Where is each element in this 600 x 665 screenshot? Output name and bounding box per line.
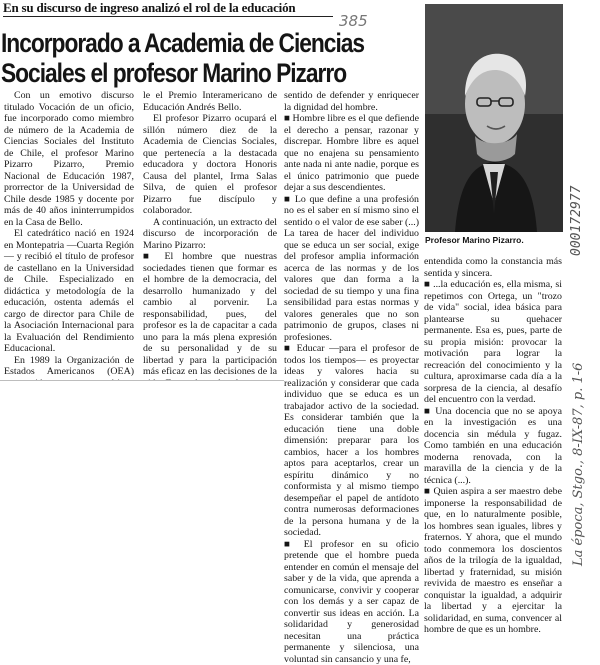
article-column-2 (143, 90, 277, 380)
article-column-1 (4, 90, 134, 380)
portrait-illustration (425, 4, 563, 232)
paragraph: ■ Educar —para el profesor de todos los tiempos— es proyectar ideas y valores hacia su realización y considerar que cada individuo que se educa es un trabajador activo de la sociedad. Es considerar también que la educación tiene una doble dimensión: preparar para los cambios, hacer a los hombres aptos para aceptarlos, crear un espíritu dinámico y no conformista y al mismo tiempo desempeñar el papel de antídoto contra numerosas deformaciones de la persona humana y de la sociedad. (284, 343, 419, 539)
handwritten-source-note: La época, Stgo., 8-IX-87, p. 1-6 (571, 296, 586, 566)
headline-line-1: Incorporado a Academia de Ciencias (1, 28, 362, 58)
paragraph: sentido de defender y enriquecer la dignidad del hombre. (284, 90, 419, 113)
clipping-torn-area (0, 380, 284, 581)
paragraph: ■ El profesor en su oficio pretende que el hombre pueda entender en común el mensaje del saber y de la vida, que aprenda a comunicarse, convivir y cooperar con los demás y a ser capaz de convertir sus ideas en acción. La solidaridad y generosidad necesitan una práctica permanente y silenciosa, una voluntad sin cansancio y una fe, (284, 539, 419, 665)
article-column-3 (284, 90, 419, 575)
headline-line-2: Sociales el profesor Marino Pizarro (1, 58, 362, 88)
handwritten-archive-code: 000172977 (569, 66, 584, 256)
paragraph: ■ Una docencia que no se apoya en la investigación es una docencia sin médula y fugaz. Como también en una educación moderna renovada, con la maravilla de la ciencia y de la técnica (...). (424, 406, 562, 487)
paragraph: ■ El hombre que nuestras sociedades tienen que formar es el hombre de la democracia, del desarrollo humanizado y del cambio al porvenir. La responsabilidad, pues, del profesor es la de capacitar a cada uno para la más plena expresión de su personalidad y de su libertad y para la participación más eficaz en las decisiones de la (143, 251, 277, 412)
paragraph: le el Premio Interamericano de Educación Andrés Bello. (143, 90, 277, 113)
paragraph: El catedrático nació en 1924 en Montepatria —Cuarta Región— y recibió el título de profesor de castellano en la Universidad de Chile. Especializado en didáctica y metodología de la educación, ostenta además el cargo de director para Chile de la Asociación Internacional para la Evaluación del Rendimiento Educacional. (4, 228, 134, 355)
article-column-4 (424, 256, 562, 576)
handwritten-number: 385 (339, 12, 368, 30)
paragraph: El profesor Pizarro ocupará el sillón número diez de la Academia de Ciencias Sociales, que pertenecía a la destacada educadora y doctora Honoris Causa del plantel, Irma Salas Silva, de quien el profesor Pizarro fue discípulo y colaborador. (143, 113, 277, 217)
paragraph: ■ Quien aspira a ser maestro debe imponerse la responsabilidad de que, en lo naturalmente posible, los hombres sean iguales, libres y fraternos. Y ahora, que el mundo todo conmemora los doscientos años de la trilogía de la igualdad, libertad y fraternidad, su misión revivida de maestro es enseñar a conquistar la igualdad, a adquirir la libertad y a ejercitar la solidaridad, en suma, convencer al hombre de que es un hombre. (424, 486, 562, 636)
paragraph: A continuación, un extracto del discurso de incorporación de Marino Pizarro: (143, 217, 277, 252)
headline (1, 28, 362, 88)
paragraph: entendida como la constancia más sentida y sincera. (424, 256, 562, 279)
paragraph: ■ Lo que define a una profesión no es el saber en sí mismo sino el sentido o el valor de ese saber (...) La tarea de hacer del individuo que se educa un ser social, exige del profesor amplia información acerca de las normas y de los valores que dan forma a la sociedad de su tiempo y una fina sensibilidad para estas normas y valores generales que no son patrimonio de grupos, clases ni profesiones. (284, 194, 419, 344)
paragraph: ■ ...la educación es, ella misma, si repetimos con Ortega, un "trozo de vida" social, idea básica para plantearse su quehacer permanente. Esa es, pues, parte de su propia misión: provocar la motivación para lograr la recreación del conocimiento y la cultura, aproximarse cada día a la sorpresa de la ciencia, al desafío del encuentro con la verdad. (424, 279, 562, 406)
kicker-line: En su discurso de ingreso analizó el rol de la educación (3, 0, 333, 17)
paragraph: En 1989 la Organización de Estados Americanos (OEA) (4, 355, 134, 401)
photo-caption: Profesor Marino Pizarro. (425, 235, 563, 246)
right-margin-annotations (569, 6, 597, 571)
portrait-photo (425, 4, 563, 232)
paragraph: Con un emotivo discurso titulado Vocación de un oficio, fue incorporado como miembro de número de la Academia de Ciencias Sociales del Instituto de Chile, el profesor Marino Pizarro Pizarro, Premio Nacional de Educación 1987, prorrector de la Universidad de Chile desde 1985 y docente por más de 40 años ininterrumpidos en la Casa de Bello. (4, 90, 134, 228)
paragraph: ■ Hombre libre es el que defiende el derecho a pensar, razonar y discrepar. Hombre libre es aquel que no enajena su pensamiento ante nada ni ante nadie, porque es el único patrimonio que puede dejar a sus descendientes. (284, 113, 419, 194)
